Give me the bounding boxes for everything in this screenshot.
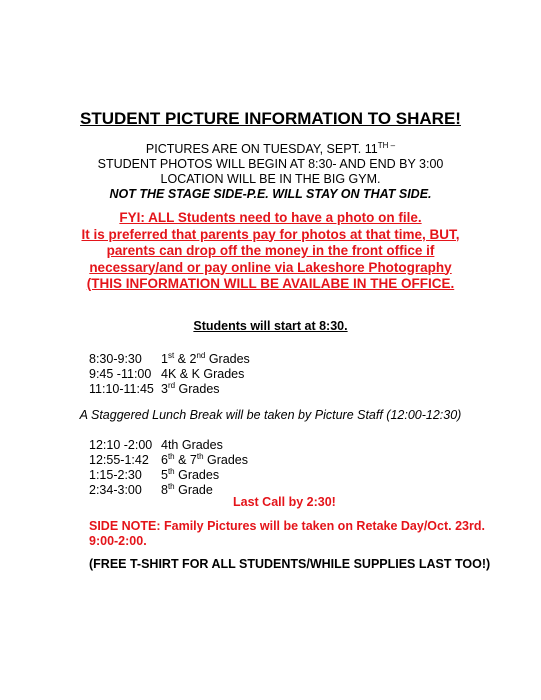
fyi-line: It is preferred that parents pay for photos at that time, BUT,	[81, 226, 460, 242]
intro-block	[0, 142, 541, 202]
schedule-time: 11:10-11:45	[89, 382, 154, 396]
schedule-row	[89, 438, 248, 453]
schedule-grade: 6th & 7th Grades	[161, 452, 249, 467]
schedule-time: 2:34-3:00	[89, 483, 142, 497]
side-note-line: 9:00-2:00.	[89, 534, 147, 548]
schedule-row	[89, 468, 248, 483]
schedule-row	[89, 453, 248, 468]
fyi-line: FYI: ALL Students need to have a photo on file.	[119, 210, 422, 225]
page-title: STUDENT PICTURE INFORMATION TO SHARE!	[80, 109, 461, 128]
schedule-grade: 8th Grade	[161, 482, 213, 497]
schedule-time: 9:45 -11:00	[89, 367, 152, 381]
tshirt-note: (FREE T-SHIRT FOR ALL STUDENTS/WHILE SUPPLIES LAST TOO!)	[89, 557, 491, 571]
schedule-time: 1:15-2:30	[89, 468, 142, 482]
fyi-line: (THIS INFORMATION WILL BE AVAILABE IN THE OFFICE.	[86, 276, 455, 291]
schedule-row	[89, 352, 250, 367]
schedule-grade: 1st & 2nd Grades	[161, 351, 250, 366]
intro-date-suffix: TH –	[377, 141, 396, 150]
schedule-time: 12:55-1:42	[89, 453, 149, 467]
schedule-row	[89, 382, 250, 397]
side-note	[89, 519, 489, 549]
fyi-notice	[40, 210, 501, 293]
schedule-grade: 5th Grades	[161, 467, 220, 482]
lunch-note: A Staggered Lunch Break will be taken by Picture Staff (12:00-12:30)	[79, 408, 462, 422]
schedule-time: 8:30-9:30	[89, 352, 142, 366]
schedule-grade: 4th Grades	[161, 438, 223, 452]
schedule-time: 12:10 -2:00	[89, 438, 153, 452]
last-call-note: Last Call by 2:30!	[233, 495, 336, 509]
schedule-grade: 3rd Grades	[161, 381, 220, 396]
schedule-row	[89, 483, 248, 498]
fyi-line: necessary/and or pay online via Lakeshore Photography	[89, 259, 452, 275]
intro-location-line: LOCATION WILL BE IN THE BIG GYM.	[160, 172, 381, 186]
intro-stage-note: NOT THE STAGE SIDE-P.E. WILL STAY ON THAT SIDE.	[109, 187, 432, 201]
afternoon-schedule	[89, 438, 248, 498]
fyi-line: parents can drop off the money in the front office if	[106, 243, 435, 258]
side-note-line: SIDE NOTE: Family Pictures will be taken on Retake Day/Oct. 23rd.	[89, 519, 485, 533]
schedule-row	[89, 367, 250, 382]
schedule-grade: 4K & K Grades	[161, 367, 245, 381]
intro-date-line	[0, 142, 541, 157]
start-note: Students will start at 8:30.	[193, 319, 348, 333]
intro-time-line: STUDENT PHOTOS WILL BEGIN AT 8:30- AND END BY 3:00	[97, 157, 444, 171]
intro-date-text: PICTURES ARE ON TUESDAY, SEPT. 11	[145, 142, 378, 156]
morning-schedule	[89, 352, 250, 397]
